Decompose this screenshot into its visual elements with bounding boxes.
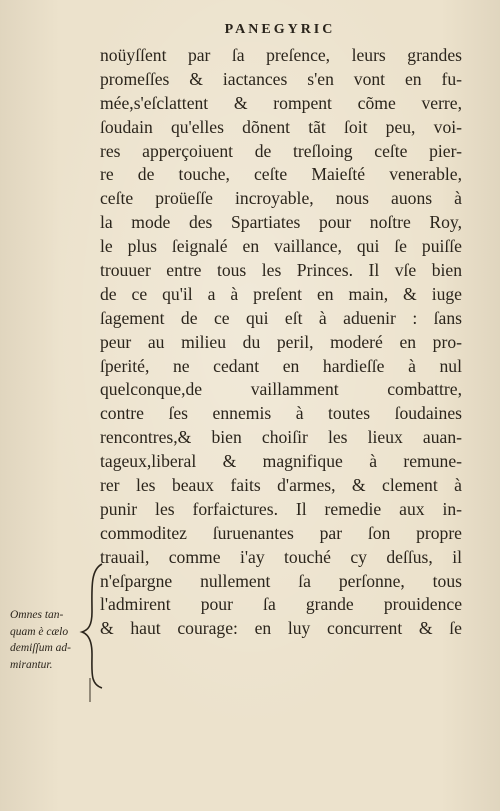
- text-line: & haut courage: en luy concurrent & ſe: [100, 618, 462, 639]
- text-line: n'eſpargne nullement ſa perſonne, tous: [100, 570, 462, 591]
- text-line: trouuer entre tous les Princes. Il vſe bien: [100, 260, 462, 281]
- text-line: contre ſes ennemis à toutes ſoudaines: [100, 403, 462, 424]
- text-line: de ce qu'il a à preſent en main, & iuge: [100, 283, 462, 304]
- running-head: PANEGYRIC: [224, 22, 336, 37]
- text-line: ſagement de ce qui eſt à aduenir : ſans: [100, 307, 462, 328]
- text-line: mée,s'eſclattent & rompent cõme verre,: [100, 92, 462, 113]
- text-line: trauail, comme i'ay touché cy deſſus, il: [100, 546, 462, 567]
- text-line: rencontres,& bien choiſir les lieux auan-: [100, 427, 462, 448]
- text-line: commoditez ſuruenantes par ſon propre: [100, 522, 462, 543]
- body-text: [100, 44, 462, 641]
- text-line: le plus ſeignalé en vaillance, qui ſe puiſſe: [100, 236, 462, 257]
- text-line: re de touche, ceſte Maieſté venerable,: [100, 164, 462, 185]
- text-line: ſperité, ne cedant en hardieſſe à nul: [100, 355, 462, 376]
- margin-note: [10, 607, 94, 673]
- text-line: rer les beaux faits d'armes, & clement à: [100, 475, 462, 496]
- margin-note-line: demiſſum ad-: [10, 642, 72, 654]
- text-line: noüyſſent par ſa preſence, leurs grandes: [100, 45, 462, 65]
- text-line: punir les forfaictures. Il remedie aux in-: [100, 498, 462, 519]
- margin-note-line: mirantur.: [10, 658, 53, 671]
- text-line: la mode des Spartiates pour noſtre Roy,: [100, 212, 462, 233]
- margin-note-line: Omnes tan-: [10, 609, 64, 621]
- margin-note-line: quam è cælo: [10, 625, 69, 638]
- text-line: ceſte proüeſſe incroyable, nous auons à: [100, 188, 462, 209]
- ink-mark-icon: [86, 676, 94, 706]
- text-line: quelconque,de vaillamment combattre,: [100, 379, 462, 400]
- text-line: l'admirent pour ſa grande prouidence: [100, 594, 462, 615]
- text-line: promeſſes & iactances s'en vont en fu-: [100, 68, 462, 89]
- text-line: ſoudain qu'elles dõnent tãt ſoit peu, voi-: [100, 116, 462, 137]
- text-line: peur au milieu du peril, moderé en pro-: [100, 331, 462, 352]
- text-line: res apperçoiuent de treſloing ceſte pier-: [100, 140, 462, 161]
- text-line: tageux,liberal & magnifique à remune-: [100, 451, 462, 472]
